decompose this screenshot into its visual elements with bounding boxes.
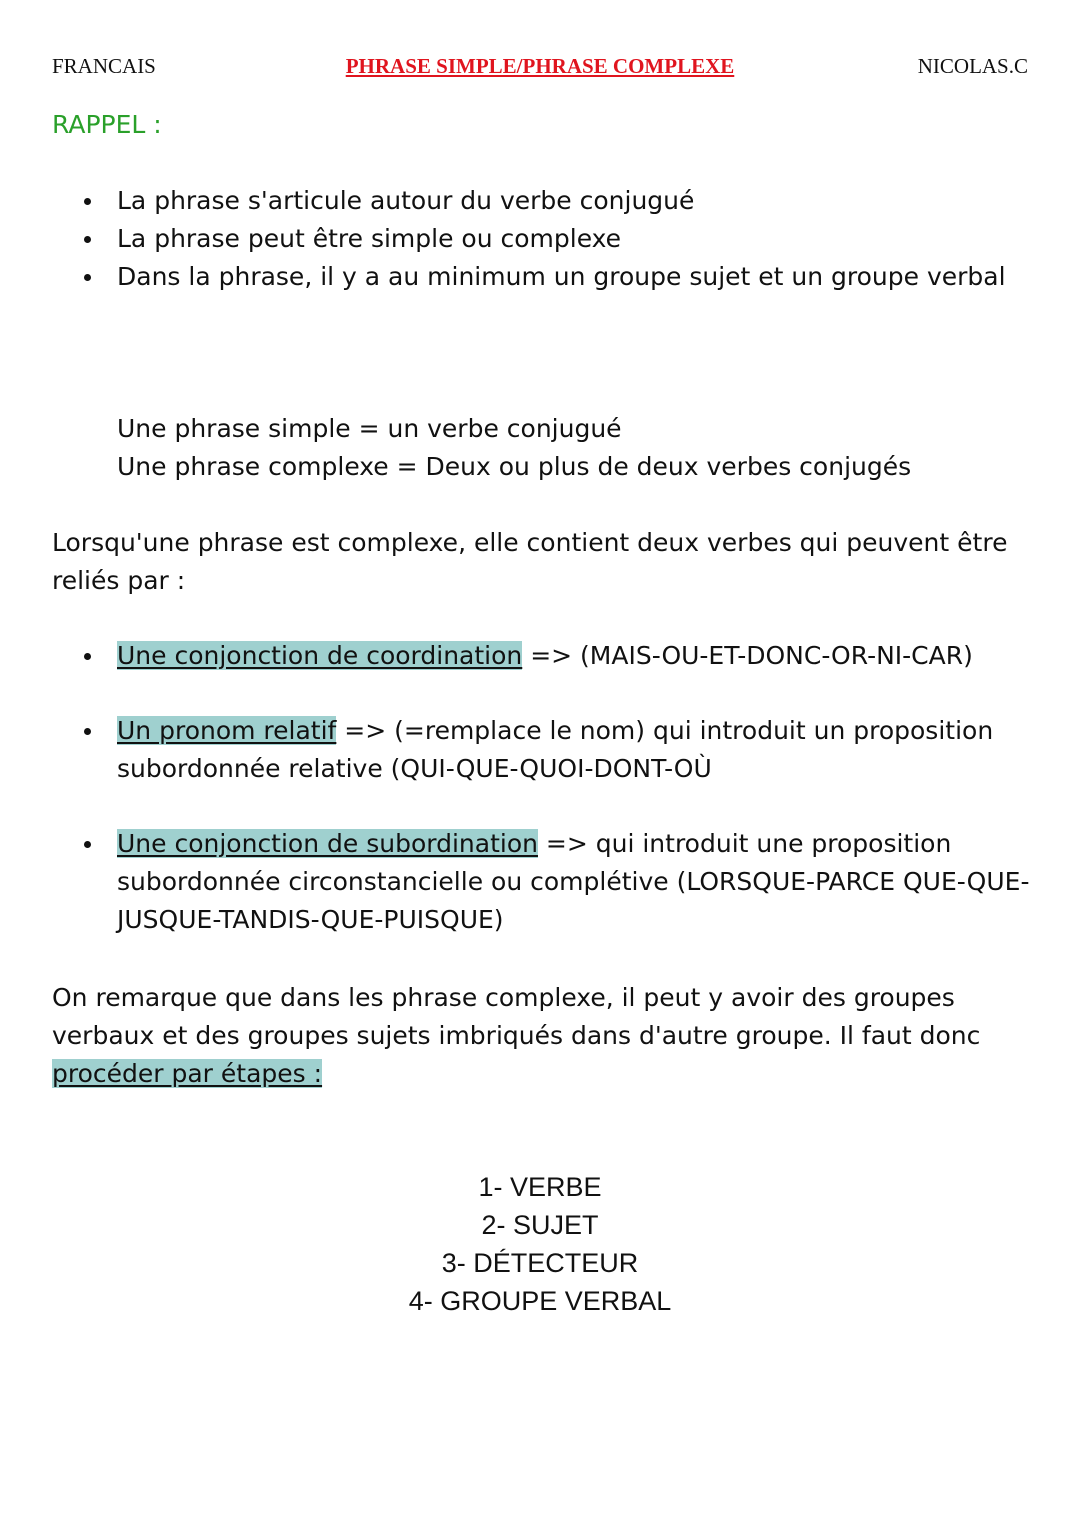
highlighted-term: Un pronom relatif — [117, 716, 337, 745]
step-item: 4- GROUPE VERBAL — [408, 1286, 672, 1316]
highlighted-term: Une conjonction de coordination — [117, 641, 523, 670]
bullet-icon — [84, 236, 91, 243]
connector-description: => (=remplace le nom) qui introduit un proposition subordonnée relative (QUI-QUE-QUOI-DONT-OÙ — [117, 716, 994, 783]
list-item — [84, 712, 1044, 788]
list-item-text: La phrase peut être simple ou complexe — [117, 224, 622, 253]
highlighted-term: procéder par étapes : — [52, 1059, 323, 1088]
definitions — [117, 410, 1017, 486]
list-item-text: La phrase s'articule autour du verbe conjugué — [117, 186, 695, 215]
rappel-heading: RAPPEL : — [52, 110, 162, 139]
list-item — [84, 182, 1044, 220]
connector-description: => (MAIS-OU-ET-DONC-OR-NI-CAR) — [522, 641, 973, 670]
list-item-text: Dans la phrase, il y a au minimum un groupe sujet et un groupe verbal — [117, 262, 1006, 291]
bullet-icon — [84, 728, 91, 735]
connector-description: => qui introduit une proposition subordonnée circonstancielle ou complétive (LORSQUE-PARCE QUE-QUE-JUSQUE-TANDIS-QUE-PUISQUE) — [117, 829, 1030, 934]
list-item — [84, 825, 1044, 939]
remark-text: On remarque que dans les phrase complexe, il peut y avoir des groupes verbaux et des groupes sujets imbriqués dans d'autre groupe. Il faut donc — [52, 983, 981, 1050]
bullet-icon — [84, 274, 91, 281]
definition-complex: Une phrase complexe = Deux ou plus de deux verbes conjugés — [117, 452, 912, 481]
page-title: PHRASE SIMPLE/PHRASE COMPLEXE — [345, 54, 735, 78]
intro-paragraph: Lorsqu'une phrase est complexe, elle contient deux verbes qui peuvent être reliés par : — [52, 528, 1008, 595]
author-label: NICOLAS.C — [917, 54, 1028, 78]
step-item: 2- SUJET — [481, 1210, 599, 1240]
connector-list — [84, 637, 1044, 976]
page-header — [52, 54, 1028, 82]
highlighted-term: Une conjonction de subordination — [117, 829, 538, 858]
remark-paragraph — [52, 979, 1042, 1093]
bullet-icon — [84, 198, 91, 205]
definition-simple: Une phrase simple = un verbe conjugué — [117, 414, 622, 443]
steps-list — [0, 1168, 1080, 1320]
list-item — [84, 220, 1044, 258]
bullet-icon — [84, 653, 91, 660]
step-item: 3- DÉTECTEUR — [441, 1248, 639, 1278]
list-item — [84, 637, 1044, 675]
bullet-icon — [84, 841, 91, 848]
step-item: 1- VERBE — [478, 1172, 602, 1202]
rappel-list — [84, 182, 1044, 296]
list-item — [84, 258, 1044, 296]
subject-label: FRANCAIS — [52, 54, 156, 78]
